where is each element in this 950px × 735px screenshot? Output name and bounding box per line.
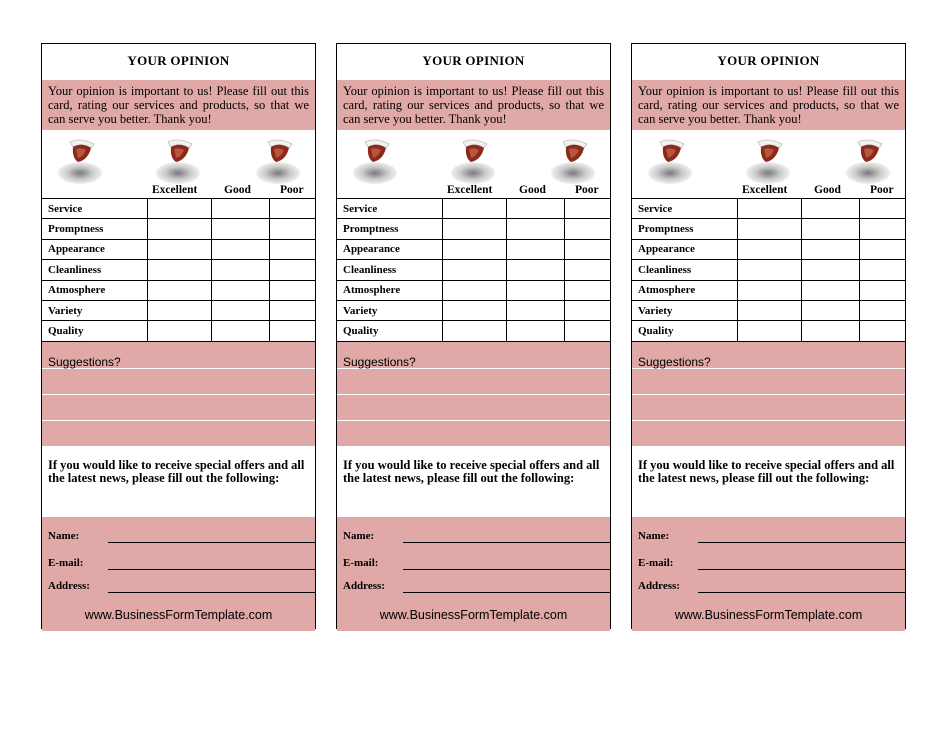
criterion-label: Variety [632, 300, 738, 320]
rating-cell-poor[interactable] [860, 300, 906, 320]
wine-glass-icon [642, 136, 698, 186]
criterion-label: Atmosphere [632, 280, 738, 300]
email-field[interactable] [343, 554, 610, 570]
rating-cell-excellent[interactable] [738, 321, 802, 341]
rating-cell-poor[interactable] [565, 239, 611, 259]
ratings-table [42, 198, 315, 341]
criterion-label: Promptness [337, 219, 443, 239]
rating-cell-poor[interactable] [860, 260, 906, 280]
email-field[interactable] [48, 554, 315, 570]
name-field[interactable] [638, 527, 905, 543]
email-line[interactable] [108, 569, 315, 570]
name-line[interactable] [403, 542, 610, 543]
suggestions-line[interactable] [337, 342, 610, 369]
rating-cell-poor[interactable] [860, 219, 906, 239]
ratings-table [632, 198, 905, 341]
ratings-table [337, 198, 610, 341]
email-field[interactable] [638, 554, 905, 570]
address-label: Address: [638, 579, 680, 592]
name-label: Name: [638, 529, 670, 542]
email-label: E-mail: [638, 556, 674, 569]
rating-cell-poor[interactable] [565, 280, 611, 300]
address-line[interactable] [403, 592, 610, 593]
offer-text: If you would like to receive special offers and all the latest news, please fill out the following: [343, 457, 600, 486]
rating-cell-excellent[interactable] [148, 260, 212, 280]
contact-section [632, 517, 905, 631]
address-line[interactable] [108, 592, 315, 593]
rating-row [337, 280, 610, 300]
website-url[interactable]: www.BusinessFormTemplate.com [84, 607, 273, 622]
email-label: E-mail: [343, 556, 379, 569]
rating-icons-row [337, 130, 610, 198]
suggestions-area[interactable] [42, 341, 315, 447]
rating-cell-good[interactable] [212, 260, 270, 280]
rating-cell-poor[interactable] [860, 239, 906, 259]
rating-cell-good[interactable] [212, 219, 270, 239]
wine-glass-icon [840, 136, 896, 186]
rating-cell-excellent[interactable] [443, 239, 507, 259]
rating-cell-good[interactable] [507, 300, 565, 320]
email-line[interactable] [403, 569, 610, 570]
suggestions-label: Suggestions? [48, 354, 121, 369]
rating-cell-poor[interactable] [860, 321, 906, 341]
intro-text: Your opinion is important to us! Please fill out this card, rating our services and products, so that we can serve you better. Thank you! [632, 80, 905, 130]
rating-cell-excellent[interactable] [443, 321, 507, 341]
rating-row [337, 300, 610, 320]
rating-cell-good[interactable] [507, 239, 565, 259]
rating-cell-good[interactable] [802, 239, 860, 259]
email-line[interactable] [698, 569, 905, 570]
name-field[interactable] [48, 527, 315, 543]
rating-cell-excellent[interactable] [738, 239, 802, 259]
rating-label-good: Good [224, 184, 251, 196]
opinion-card [41, 43, 316, 629]
rating-cell-poor[interactable] [565, 219, 611, 239]
suggestions-line[interactable] [632, 342, 905, 369]
rating-cell-good[interactable] [212, 300, 270, 320]
address-field[interactable] [48, 577, 315, 593]
rating-cell-excellent[interactable] [148, 280, 212, 300]
rating-cell-good[interactable] [507, 199, 565, 219]
rating-cell-excellent[interactable] [443, 219, 507, 239]
rating-row [42, 300, 315, 320]
rating-row [632, 280, 905, 300]
rating-cell-excellent[interactable] [148, 300, 212, 320]
wine-glass-icon [740, 136, 796, 186]
criterion-label: Quality [42, 321, 148, 341]
rating-row [337, 239, 610, 259]
rating-row [632, 321, 905, 341]
rating-label-excellent: Excellent [447, 184, 493, 196]
criterion-label: Quality [632, 321, 738, 341]
rating-label-excellent: Excellent [742, 184, 788, 196]
address-field[interactable] [343, 577, 610, 593]
rating-row [632, 300, 905, 320]
rating-cell-excellent[interactable] [738, 300, 802, 320]
name-label: Name: [48, 529, 80, 542]
rating-cell-poor[interactable] [565, 199, 611, 219]
rating-cell-poor[interactable] [565, 321, 611, 341]
suggestions-line[interactable] [42, 421, 315, 447]
rating-row [337, 219, 610, 239]
rating-row [42, 321, 315, 341]
rating-cell-good[interactable] [507, 219, 565, 239]
contact-section [337, 517, 610, 631]
criterion-label: Atmosphere [42, 280, 148, 300]
rating-icons-row [42, 130, 315, 198]
card-title: YOUR OPINION [717, 53, 820, 68]
rating-cell-excellent[interactable] [443, 199, 507, 219]
opinion-card [336, 43, 611, 629]
criterion-label: Service [337, 199, 443, 219]
rating-label-good: Good [519, 184, 546, 196]
suggestions-line[interactable] [42, 395, 315, 421]
address-field[interactable] [638, 577, 905, 593]
rating-label-excellent: Excellent [152, 184, 198, 196]
name-line[interactable] [698, 542, 905, 543]
rating-cell-good[interactable] [212, 199, 270, 219]
rating-row [42, 260, 315, 280]
rating-label-poor: Poor [870, 184, 894, 196]
rating-cell-poor[interactable] [270, 199, 316, 219]
address-label: Address: [48, 579, 90, 592]
rating-row [632, 239, 905, 259]
rating-row [42, 219, 315, 239]
rating-row [42, 239, 315, 259]
suggestions-label: Suggestions? [343, 354, 416, 369]
address-line[interactable] [698, 592, 905, 593]
wine-glass-icon [250, 136, 306, 186]
email-label: E-mail: [48, 556, 84, 569]
rating-cell-excellent[interactable] [148, 199, 212, 219]
criterion-label: Atmosphere [337, 280, 443, 300]
rating-cell-good[interactable] [212, 280, 270, 300]
rating-row [632, 219, 905, 239]
rating-cell-excellent[interactable] [738, 260, 802, 280]
rating-icons-row [632, 130, 905, 198]
wine-glass-icon [150, 136, 206, 186]
rating-cell-poor[interactable] [270, 239, 316, 259]
suggestions-label: Suggestions? [638, 354, 711, 369]
rating-row [42, 199, 315, 219]
wine-glass-icon [445, 136, 501, 186]
criterion-label: Variety [42, 300, 148, 320]
rating-label-poor: Poor [280, 184, 304, 196]
rating-cell-excellent[interactable] [148, 239, 212, 259]
rating-cell-good[interactable] [802, 321, 860, 341]
rating-cell-excellent[interactable] [738, 199, 802, 219]
opinion-card [631, 43, 906, 629]
rating-cell-excellent[interactable] [738, 219, 802, 239]
wine-glass-icon [545, 136, 601, 186]
rating-cell-good[interactable] [802, 260, 860, 280]
contact-section [42, 517, 315, 631]
suggestions-line[interactable] [632, 369, 905, 395]
rating-cell-good[interactable] [507, 280, 565, 300]
suggestions-line[interactable] [632, 395, 905, 421]
rating-cell-good[interactable] [802, 219, 860, 239]
rating-cell-poor[interactable] [565, 260, 611, 280]
criterion-label: Appearance [42, 239, 148, 259]
criterion-label: Service [632, 199, 738, 219]
rating-cell-poor[interactable] [860, 280, 906, 300]
rating-cell-good[interactable] [802, 280, 860, 300]
rating-cell-poor[interactable] [565, 300, 611, 320]
criterion-label: Appearance [632, 239, 738, 259]
rating-cell-excellent[interactable] [443, 300, 507, 320]
suggestions-line[interactable] [337, 395, 610, 421]
criterion-label: Cleanliness [632, 260, 738, 280]
rating-cell-poor[interactable] [270, 280, 316, 300]
name-field[interactable] [343, 527, 610, 543]
name-label: Name: [343, 529, 375, 542]
suggestions-line[interactable] [42, 342, 315, 369]
rating-cell-poor[interactable] [270, 300, 316, 320]
rating-cell-poor[interactable] [270, 219, 316, 239]
rating-cell-good[interactable] [212, 239, 270, 259]
intro-text: Your opinion is important to us! Please fill out this card, rating our services and products, so that we can serve you better. Thank you! [42, 80, 315, 130]
card-title: YOUR OPINION [127, 53, 230, 68]
criterion-label: Appearance [337, 239, 443, 259]
rating-row [337, 260, 610, 280]
suggestions-area[interactable] [337, 341, 610, 447]
rating-cell-excellent[interactable] [443, 260, 507, 280]
rating-cell-good[interactable] [212, 321, 270, 341]
rating-row [42, 280, 315, 300]
rating-cell-excellent[interactable] [148, 219, 212, 239]
rating-label-poor: Poor [575, 184, 599, 196]
criterion-label: Quality [337, 321, 443, 341]
rating-cell-excellent[interactable] [738, 280, 802, 300]
card-title: YOUR OPINION [422, 53, 525, 68]
suggestions-area[interactable] [632, 341, 905, 447]
offer-text: If you would like to receive special offers and all the latest news, please fill out the following: [48, 457, 305, 486]
criterion-label: Cleanliness [42, 260, 148, 280]
suggestions-line[interactable] [337, 421, 610, 447]
offer-text: If you would like to receive special offers and all the latest news, please fill out the following: [638, 457, 895, 486]
rating-row [337, 199, 610, 219]
rating-cell-good[interactable] [507, 321, 565, 341]
rating-cell-poor[interactable] [860, 199, 906, 219]
rating-label-good: Good [814, 184, 841, 196]
wine-glass-icon [52, 136, 108, 186]
criterion-label: Promptness [632, 219, 738, 239]
rating-cell-poor[interactable] [270, 260, 316, 280]
name-line[interactable] [108, 542, 315, 543]
rating-cell-poor[interactable] [270, 321, 316, 341]
criterion-label: Service [42, 199, 148, 219]
criterion-label: Variety [337, 300, 443, 320]
rating-row [632, 199, 905, 219]
rating-cell-good[interactable] [507, 260, 565, 280]
suggestions-line[interactable] [337, 369, 610, 395]
criterion-label: Cleanliness [337, 260, 443, 280]
website-url[interactable]: www.BusinessFormTemplate.com [674, 607, 863, 622]
rating-cell-excellent[interactable] [443, 280, 507, 300]
rating-row [337, 321, 610, 341]
suggestions-line[interactable] [632, 421, 905, 447]
rating-cell-good[interactable] [802, 300, 860, 320]
rating-cell-good[interactable] [802, 199, 860, 219]
address-label: Address: [343, 579, 385, 592]
suggestions-line[interactable] [42, 369, 315, 395]
rating-cell-excellent[interactable] [148, 321, 212, 341]
rating-row [632, 260, 905, 280]
website-url[interactable]: www.BusinessFormTemplate.com [379, 607, 568, 622]
wine-glass-icon [347, 136, 403, 186]
criterion-label: Promptness [42, 219, 148, 239]
intro-text: Your opinion is important to us! Please fill out this card, rating our services and products, so that we can serve you better. Thank you! [337, 80, 610, 130]
